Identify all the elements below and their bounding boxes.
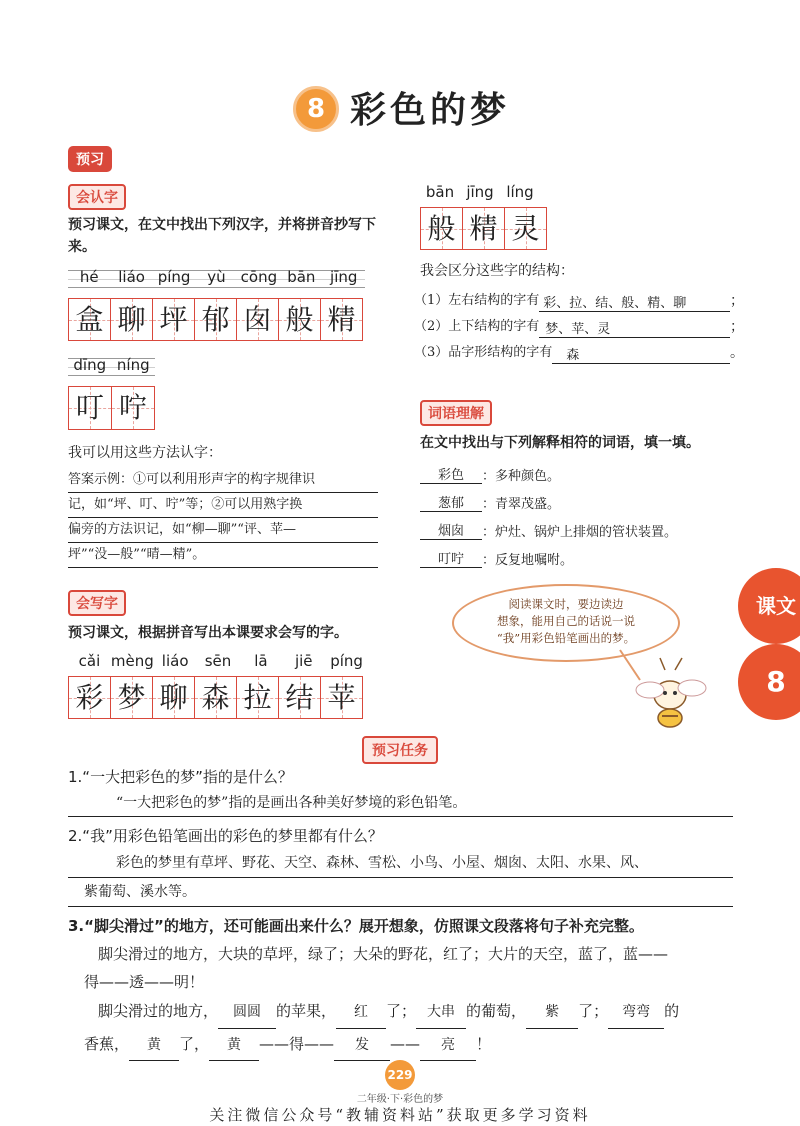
question-2: 2.“我”用彩色铅笔画出的彩色的梦里都有什么？: [68, 827, 383, 845]
write-cell: 梦: [111, 676, 153, 719]
structure-item: （2）上下结构的字有 梦、苹、灵 ；: [414, 319, 744, 337]
tasks-tag: 预习任务: [362, 736, 438, 764]
recognize-tag: 会认字: [68, 184, 126, 210]
write-pinyin: píng: [330, 652, 363, 670]
recognize-pinyin: yù: [207, 268, 226, 286]
fill-blank: 黄: [129, 1030, 179, 1061]
write-pinyin: liáo: [161, 652, 189, 670]
answer-1: “一大把彩色的梦”指的是画出各种美好梦境的彩色铅笔。: [68, 790, 733, 817]
write-cell: 结: [279, 676, 321, 719]
side-tab-number: 8: [738, 644, 800, 720]
page-number: 229: [385, 1060, 415, 1090]
write-pinyin: jiē: [294, 652, 313, 670]
write-cell: 彩: [68, 676, 111, 719]
fill-blank: 红: [336, 996, 386, 1029]
recognize-cell: 精: [321, 298, 363, 341]
structure-cell: 般: [420, 207, 463, 250]
answer-line: 偏旁的方法识记，如“柳—聊”“评、苹—: [68, 518, 378, 543]
recognize-cell: 叮: [68, 386, 112, 430]
recognize-pinyin: liáo: [118, 268, 145, 286]
recognize-pinyin: jīng: [330, 268, 358, 286]
recognize-row1: [68, 270, 368, 341]
structure-item: （1）左右结构的字有 彩、拉、结、般、精、聊 ；: [414, 293, 744, 311]
paragraph-2-line1: 脚尖滑过的地方， 圆圆 的苹果， 红 了； 大串 的葡萄， 紫 了； 弯弯 的: [68, 995, 733, 1029]
answer-line: 坪”“没—般”“晴—精”。: [68, 543, 378, 568]
preview-badge: 预习: [68, 146, 112, 172]
fill-blank: 紫: [526, 996, 578, 1029]
structure-chars: [420, 183, 547, 250]
recognize-cell: 郁: [195, 298, 237, 341]
answer-2-line1: 彩色的梦里有草坪、野花、天空、森林、雪松、小鸟、小屋、烟囱、太阳、水果、风、: [68, 849, 733, 878]
recognize-cell: 囱: [237, 298, 279, 341]
vocab-item: 烟囱 ：炉灶、锅炉上排烟的管状装置。: [420, 516, 750, 544]
fill-blank: 亮: [420, 1030, 476, 1061]
structure-pinyin: bān: [425, 183, 455, 201]
vocab-item: 彩色 ：多种颜色。: [420, 460, 750, 488]
recognize-pinyin: cōng: [240, 268, 278, 286]
write-cell: 拉: [237, 676, 279, 719]
recognize-cell: 盒: [68, 298, 111, 341]
write-pinyin: cǎi: [78, 652, 101, 670]
recognize-cell: 坪: [153, 298, 195, 341]
write-tag: 会写字: [68, 590, 126, 616]
lesson-number-badge: 8: [293, 86, 339, 132]
fill-blank: 弯弯: [608, 996, 664, 1029]
structure-pinyin: jīng: [466, 183, 494, 201]
recognize-cell: 咛: [112, 386, 155, 430]
fill-blank: 发: [334, 1030, 390, 1061]
vocab-tag: 词语理解: [420, 400, 492, 426]
tasks-section: [68, 764, 733, 1061]
recognize-row2: [68, 358, 155, 430]
fill-blank: 黄: [209, 1030, 259, 1061]
structure-list: [414, 286, 744, 364]
vocab-item: 葱郁 ：青翠茂盛。: [420, 488, 750, 516]
recognize-instruction: 预习课文，在文中找出下列汉字，并将拼音抄写下来。: [68, 217, 376, 255]
footer-promo: 关注微信公众号“教辅资料站”获取更多学习资料: [209, 1106, 591, 1124]
page-title: 彩色的梦: [350, 89, 511, 131]
structure-cell: 灵: [505, 207, 547, 250]
recognize-pinyin: píng: [157, 268, 191, 286]
structure-label: 我会区分这些字的结构：: [420, 263, 574, 279]
recognize-pinyin: níng: [116, 356, 150, 374]
question-3: 3.“脚尖滑过”的地方，还可能画出来什么？展开想象，仿照课文段落将句子补充完整。: [68, 917, 644, 935]
side-tab-label: 课文: [738, 568, 800, 644]
paragraph-1-line1: 脚尖滑过的地方，大块的草坪，绿了；大朵的野花，红了；大片的天空，蓝了，蓝——: [98, 945, 669, 963]
fill-blank: 大串: [416, 996, 466, 1029]
vocab-list: [420, 460, 750, 572]
recognize-pinyin: bān: [287, 268, 316, 286]
bee-illustration-icon: [610, 640, 730, 730]
footer-caption: 二年级·下·彩色的梦: [356, 1094, 444, 1105]
recognize-pinyin: dīng: [73, 356, 107, 374]
fill-blank: 圆圆: [218, 996, 276, 1029]
recognize-cell: 聊: [111, 298, 153, 341]
write-cell: 聊: [153, 676, 195, 719]
answer-2-line2: 紫葡萄、溪水等。: [68, 878, 733, 907]
structure-pinyin: líng: [506, 183, 534, 201]
question-1: 1.“一大把彩色的梦”指的是什么？: [68, 768, 293, 786]
vocab-item: 叮咛 ：反复地嘱咐。: [420, 544, 750, 572]
write-cell: 森: [195, 676, 237, 719]
write-pinyin: sēn: [204, 652, 232, 670]
methods-answer: [68, 468, 378, 568]
write-cell: 苹: [321, 676, 363, 719]
methods-label: 我可以用这些方法认字：: [68, 445, 222, 461]
write-instruction: 预习课文，根据拼音写出本课要求会写的字。: [68, 625, 348, 641]
answer-line: 记，如“坪、叮、咛”等；②可以用熟字换: [68, 493, 378, 518]
answer-line: 答案示例：①可以利用形声字的构字规律识: [68, 468, 378, 493]
paragraph-1-line2: 得——透——明！: [84, 973, 205, 991]
structure-cell: 精: [463, 207, 505, 250]
write-pinyin: mèng: [110, 652, 154, 670]
write-row: [68, 652, 368, 719]
vocab-instruction: 在文中找出与下列解释相符的词语，填一填。: [420, 435, 700, 451]
recognize-cell: 般: [279, 298, 321, 341]
recognize-pinyin: hé: [79, 268, 99, 286]
speech-bubble: 阅读课文时，要边读边 想象，能用自己的话说一说 “我”用彩色铅笔画出的梦。: [452, 584, 680, 662]
write-pinyin: lā: [254, 652, 268, 670]
structure-item: （3）品字形结构的字有 森 。: [414, 345, 744, 363]
paragraph-2-line2: 香蕉， 黄 了， 黄 ——得—— 发 —— 亮 ！: [68, 1029, 733, 1061]
